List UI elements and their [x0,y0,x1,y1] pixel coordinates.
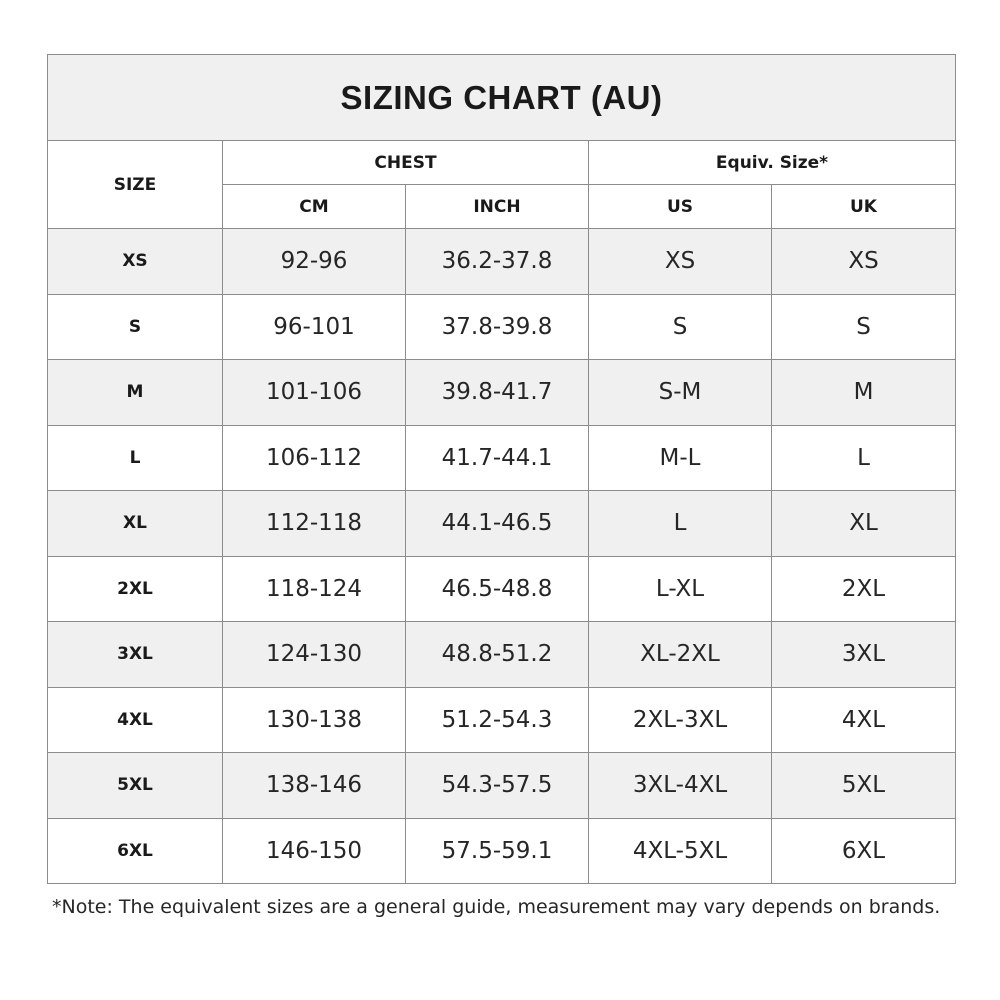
cell-equiv-us: 4XL-5XL [589,818,772,884]
cell-equiv-us: 3XL-4XL [589,753,772,819]
cell-chest-cm: 124-130 [223,622,406,688]
header-inch: INCH [406,185,589,229]
cell-size: 5XL [48,753,223,819]
cell-chest-cm: 101-106 [223,360,406,426]
table-row [48,360,956,426]
cell-chest-inch: 39.8-41.7 [406,360,589,426]
cell-equiv-us: 2XL-3XL [589,687,772,753]
cell-equiv-uk: 3XL [772,622,956,688]
table-row [48,491,956,557]
cell-chest-inch: 36.2-37.8 [406,229,589,295]
cell-chest-inch: 44.1-46.5 [406,491,589,557]
cell-equiv-uk: XL [772,491,956,557]
cell-equiv-us: S [589,294,772,360]
table-row [48,425,956,491]
table-row [48,229,956,295]
cell-chest-cm: 130-138 [223,687,406,753]
cell-equiv-us: XL-2XL [589,622,772,688]
cell-chest-cm: 96-101 [223,294,406,360]
header-size: SIZE [48,141,223,229]
cell-equiv-uk: XS [772,229,956,295]
cell-equiv-us: M-L [589,425,772,491]
cell-equiv-uk: 5XL [772,753,956,819]
cell-equiv-us: L [589,491,772,557]
cell-equiv-uk: M [772,360,956,426]
cell-chest-cm: 138-146 [223,753,406,819]
table-row [48,753,956,819]
cell-equiv-us: XS [589,229,772,295]
cell-size: L [48,425,223,491]
cell-equiv-uk: 2XL [772,556,956,622]
cell-size: M [48,360,223,426]
header-uk: UK [772,185,956,229]
cell-equiv-uk: 4XL [772,687,956,753]
cell-chest-inch: 46.5-48.8 [406,556,589,622]
table-row [48,687,956,753]
page-title: SIZING CHART (AU) [48,55,956,141]
cell-chest-cm: 92-96 [223,229,406,295]
cell-size: 2XL [48,556,223,622]
footnote: *Note: The equivalent sizes are a general guide, measurement may vary depends on brands. [52,896,941,918]
cell-equiv-uk: L [772,425,956,491]
header-chest: CHEST [223,141,589,185]
sizing-table [47,54,956,884]
cell-equiv-uk: S [772,294,956,360]
cell-chest-inch: 48.8-51.2 [406,622,589,688]
cell-size: XL [48,491,223,557]
cell-chest-cm: 118-124 [223,556,406,622]
cell-chest-cm: 106-112 [223,425,406,491]
table-row [48,294,956,360]
table-row [48,556,956,622]
table-row [48,622,956,688]
cell-equiv-us: L-XL [589,556,772,622]
cell-size: 6XL [48,818,223,884]
cell-chest-cm: 146-150 [223,818,406,884]
table-row [48,818,956,884]
cell-chest-inch: 41.7-44.1 [406,425,589,491]
header-us: US [589,185,772,229]
cell-chest-cm: 112-118 [223,491,406,557]
cell-size: S [48,294,223,360]
cell-chest-inch: 51.2-54.3 [406,687,589,753]
cell-equiv-us: S-M [589,360,772,426]
cell-chest-inch: 54.3-57.5 [406,753,589,819]
cell-chest-inch: 57.5-59.1 [406,818,589,884]
sizing-chart [47,54,955,884]
header-cm: CM [223,185,406,229]
header-equiv-size: Equiv. Size* [589,141,956,185]
cell-chest-inch: 37.8-39.8 [406,294,589,360]
cell-equiv-uk: 6XL [772,818,956,884]
cell-size: 3XL [48,622,223,688]
cell-size: XS [48,229,223,295]
cell-size: 4XL [48,687,223,753]
